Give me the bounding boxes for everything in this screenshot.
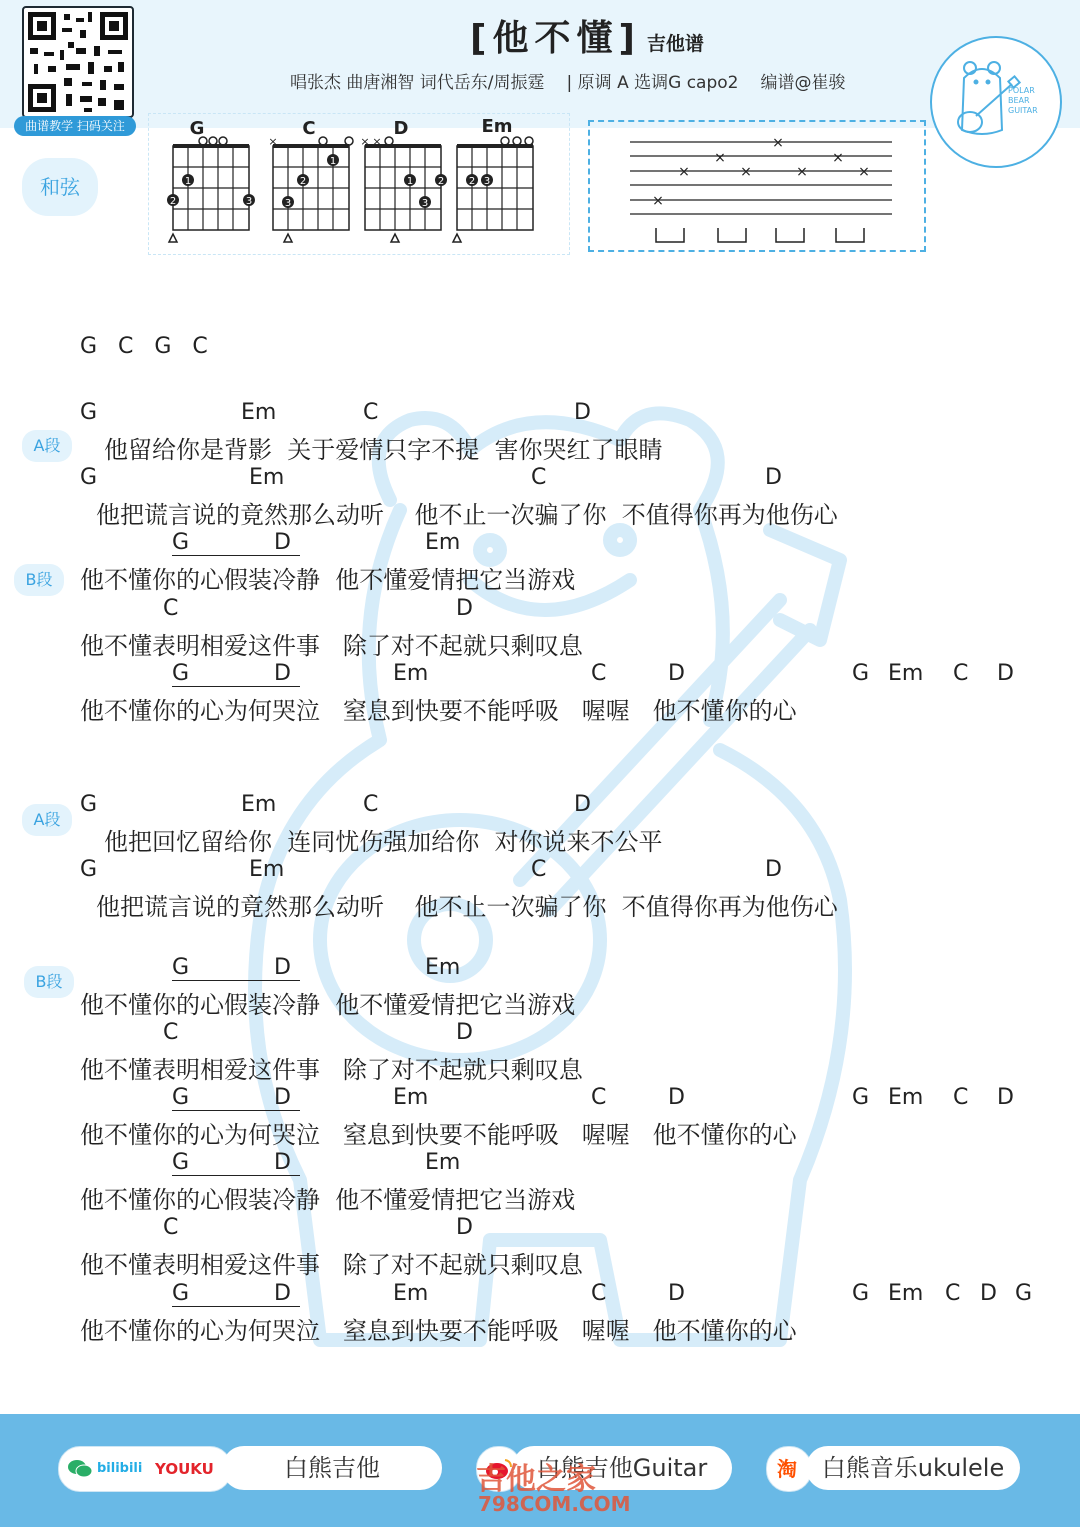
chord: D — [574, 400, 591, 425]
page-title: [他不懂] — [470, 18, 641, 59]
chord: G — [80, 792, 98, 817]
credit-arranger: 编谱@崔骏 — [760, 73, 846, 93]
lyric-line: 他不懂你的心假装冷静 他不懂爱情把它当游戏 — [80, 566, 576, 594]
svg-text:×: × — [678, 164, 690, 180]
chord: Em — [393, 661, 429, 686]
chord: Em — [241, 792, 277, 817]
chord: G — [852, 661, 870, 686]
taobao-icon: 淘 — [777, 1457, 797, 1481]
chord: G — [172, 955, 190, 980]
chord: C — [363, 792, 379, 817]
wechat-icon — [67, 1458, 93, 1480]
lyric-line: 他不懂你的心假装冷静 他不懂爱情把它当游戏 — [80, 991, 576, 1019]
chord: G — [852, 1281, 870, 1306]
logo-text — [1008, 86, 1038, 116]
chord: C — [531, 465, 547, 490]
site-watermark-url: 798COM.COM — [478, 1492, 631, 1516]
chord: C — [591, 1085, 607, 1110]
chord: D — [274, 955, 291, 980]
bear-guitar-icon — [932, 38, 1060, 166]
chord: C — [531, 857, 547, 882]
lyric-line: 他留给你是背影 关于爱情只字不提 害你哭红了眼睛 — [104, 436, 663, 464]
chord: C — [163, 1020, 179, 1045]
chord: Em — [888, 661, 924, 686]
chord: D — [274, 1281, 291, 1306]
chord-diagram-grid — [149, 114, 569, 254]
chord: G — [80, 465, 98, 490]
chord: Em — [425, 955, 461, 980]
finger-number: 1 — [184, 176, 192, 187]
chord: G — [172, 1085, 190, 1110]
polar-bear-logo[interactable] — [930, 36, 1062, 168]
chord: Em — [249, 465, 285, 490]
finger-number: 2 — [169, 196, 177, 207]
chord-underline — [172, 1110, 300, 1111]
chord: Em — [393, 1281, 429, 1306]
chord: Em — [888, 1281, 924, 1306]
svg-text:×: × — [740, 164, 752, 180]
chord: G — [172, 1150, 190, 1175]
chord-name: D — [393, 118, 409, 139]
chord: D — [765, 465, 782, 490]
chord: Em — [393, 1085, 429, 1110]
chord: D — [765, 857, 782, 882]
finger-number: 1 — [406, 176, 414, 187]
chord-name: G — [189, 118, 205, 139]
finger-number: 3 — [421, 198, 429, 209]
chord-underline — [172, 1306, 300, 1307]
chord: C — [591, 1281, 607, 1306]
chord: G — [1015, 1281, 1033, 1306]
chord-g-diagram — [167, 118, 255, 242]
chord: Em — [888, 1085, 924, 1110]
finger-number: 2 — [299, 176, 307, 187]
svg-text:×: × — [714, 150, 726, 166]
chord: Em — [249, 857, 285, 882]
svg-text:×: × — [858, 164, 870, 180]
svg-text:×: × — [652, 193, 664, 209]
logo-text-line: POLAR — [1008, 86, 1035, 95]
logo-text-line: GUITAR — [1008, 106, 1038, 115]
qr-code-pattern — [24, 8, 132, 116]
chord-underline — [172, 555, 300, 556]
logo-text-line: BEAR — [1008, 96, 1030, 105]
part-label-b: B段 — [24, 966, 74, 998]
chord: D — [456, 1020, 473, 1045]
strumming-pattern-box — [588, 120, 926, 252]
chord-underline — [172, 980, 300, 981]
platform-badges[interactable] — [58, 1446, 232, 1492]
chord: D — [574, 792, 591, 817]
bear-watermark-icon — [240, 380, 880, 1380]
chord: G — [80, 857, 98, 882]
chord-underline — [172, 1175, 300, 1176]
chord-diagrams — [148, 113, 570, 255]
lyric-line: 他不懂你的心为何哭泣 窒息到快要不能呼吸 喔喔 他不懂你的心 — [80, 1121, 797, 1149]
chord: D — [997, 1085, 1014, 1110]
youku-logo: YOUKU — [155, 1460, 214, 1478]
chord: D — [274, 530, 291, 555]
footer-band — [0, 1414, 1080, 1527]
lyric-line: 他不懂表明相爱这件事 除了对不起就只剩叹息 — [80, 632, 583, 660]
lyric-line: 他把谎言说的竟然那么动听 他不止一次骗了你 不值得你再为他伤心 — [96, 893, 838, 921]
chord-em-diagram — [453, 116, 533, 242]
lyric-line: 他不懂表明相爱这件事 除了对不起就只剩叹息 — [80, 1056, 583, 1084]
svg-text:×: × — [268, 135, 278, 148]
chord-d-diagram — [360, 118, 447, 242]
chord: G — [80, 400, 98, 425]
intro-chord-progression: G C G C — [80, 334, 208, 359]
strumming-pattern — [590, 122, 924, 250]
chords-section-label: 和弦 — [22, 158, 98, 216]
qr-caption: 曲谱教学 扫码关注 — [14, 116, 136, 136]
chord: Em — [425, 1150, 461, 1175]
part-label-a: A段 — [22, 430, 72, 462]
qr-code[interactable] — [22, 6, 134, 118]
chord: D — [668, 1281, 685, 1306]
chord: C — [591, 661, 607, 686]
chord: D — [980, 1281, 997, 1306]
chord: D — [668, 661, 685, 686]
bilibili-logo: bilibili — [97, 1461, 143, 1476]
chord: D — [997, 661, 1014, 686]
chord-underline — [172, 686, 300, 687]
account-taobao[interactable]: 白熊音乐ukulele — [806, 1446, 1020, 1490]
account-bilibili[interactable]: 白熊吉他 — [222, 1446, 442, 1490]
page-subtitle: 吉他谱 — [646, 33, 704, 55]
part-label-b: B段 — [14, 564, 64, 596]
chord: D — [456, 1215, 473, 1240]
svg-text:×: × — [360, 135, 370, 148]
chord-c-diagram — [268, 118, 353, 242]
lyric-line: 他不懂你的心假装冷静 他不懂爱情把它当游戏 — [80, 1186, 576, 1214]
chord: C — [163, 596, 179, 621]
lyric-line: 他不懂你的心为何哭泣 窒息到快要不能呼吸 喔喔 他不懂你的心 — [80, 1317, 797, 1345]
chord: D — [668, 1085, 685, 1110]
chord-name: C — [302, 118, 316, 139]
lyric-line: 他不懂表明相爱这件事 除了对不起就只剩叹息 — [80, 1251, 583, 1279]
svg-text:×: × — [372, 135, 382, 148]
account-weibo[interactable]: 白熊吉他Guitar — [512, 1446, 732, 1490]
lyric-line: 他把回忆留给你 连同忧伤强加给你 对你说来不公平 — [104, 828, 663, 856]
finger-number: 3 — [284, 198, 292, 209]
chord: G — [172, 530, 190, 555]
site-watermark: 吉他之家 — [476, 1462, 596, 1497]
title-block — [470, 10, 704, 62]
svg-text:×: × — [832, 150, 844, 166]
finger-number: 2 — [437, 176, 445, 187]
credit-authors: 唱张杰 曲唐湘智 词代岳东/周振霆 — [290, 73, 545, 93]
finger-number: 2 — [468, 176, 476, 187]
finger-number: 3 — [483, 176, 491, 187]
chord: D — [456, 596, 473, 621]
chord: Em — [241, 400, 277, 425]
chord: C — [363, 400, 379, 425]
chord: C — [163, 1215, 179, 1240]
credit-key: | 原调 A 选调G capo2 — [566, 73, 739, 93]
chord: D — [274, 1150, 291, 1175]
chord: C — [953, 661, 969, 686]
chord: Em — [425, 530, 461, 555]
lyric-line: 他把谎言说的竟然那么动听 他不止一次骗了你 不值得你再为他伤心 — [96, 501, 838, 529]
chord: C — [953, 1085, 969, 1110]
chord: G — [852, 1085, 870, 1110]
svg-text:×: × — [772, 135, 784, 151]
svg-text:×: × — [796, 164, 808, 180]
finger-number: 1 — [329, 156, 337, 167]
chord-name: Em — [481, 116, 513, 137]
part-label-a: A段 — [22, 804, 72, 836]
lyric-line: 他不懂你的心为何哭泣 窒息到快要不能呼吸 喔喔 他不懂你的心 — [80, 697, 797, 725]
song-credits — [290, 68, 867, 93]
chord: D — [274, 1085, 291, 1110]
chord: G — [172, 1281, 190, 1306]
finger-number: 3 — [245, 196, 253, 207]
chord: C — [945, 1281, 961, 1306]
chord: G — [172, 661, 190, 686]
chord: D — [274, 661, 291, 686]
